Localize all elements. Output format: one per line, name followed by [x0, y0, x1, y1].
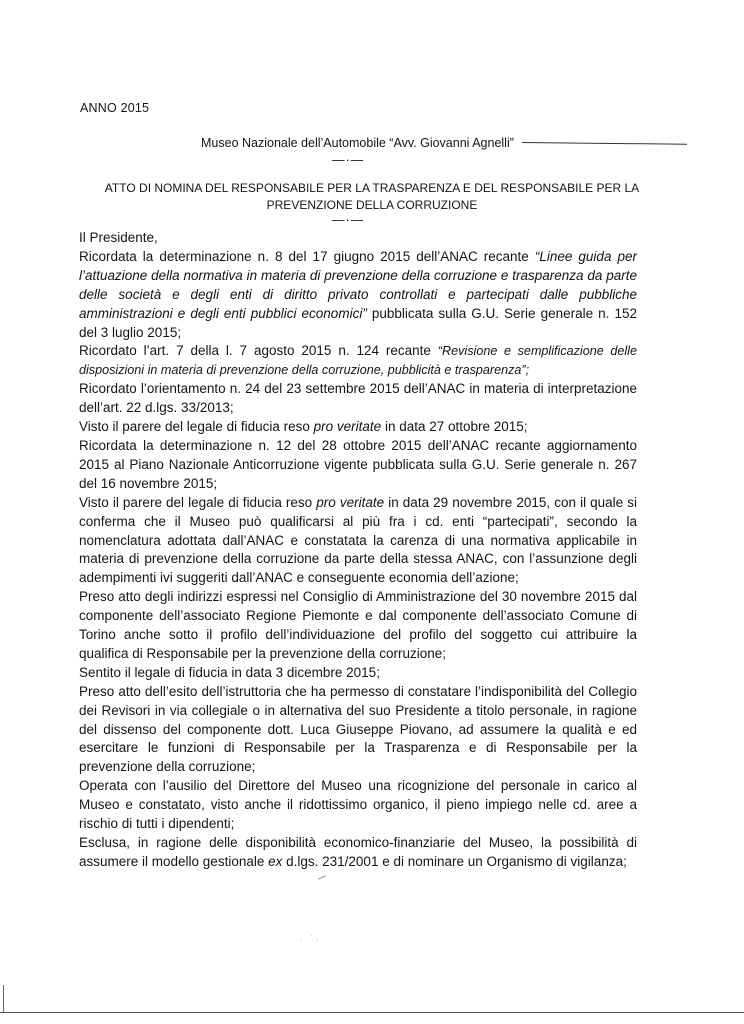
paragraph-ricognizione-personale: Operata con l’ausilio del Direttore del Museo una ricognizione del personale in carico al Museo e constatato, visto anche il ridottissimo organico, il pieno impiego nelle cd. aree a rischio di tutti i dipendenti;: [79, 778, 637, 832]
document-title: [100, 180, 644, 214]
paragraph-determinazione-8: [79, 248, 637, 343]
paragraph-istruttoria: Preso atto dell’esito dell’istruttoria che ha permesso di constatare l’indisponibilità del Collegio dei Revisori in via collegiale o in alternativa del suo Presidente a titolo personale, in ragione del dissenso del componente dott. Luca Giuseppe Piovano, ad assumere la qualità e ed esercitare le funzioni di Responsabile per la Trasparenza e di Responsabile per la prevenzione della corruzione;: [79, 683, 637, 775]
scan-edge: [3, 985, 4, 1013]
paragraph-text: Visto il parere del legale di fiducia reso: [79, 494, 317, 510]
paragraph-italic-text: pro veritate: [313, 419, 382, 435]
paragraph-text: Ricordata la determinazione n. 8 del 17 giugno 2015 dell’ANAC recante: [79, 248, 535, 264]
paragraph-legge-124: [79, 342, 637, 380]
document-body: [79, 229, 637, 872]
museum-name: Museo Nazionale dell’Automobile “Avv. Giovanni Agnelli”: [201, 136, 514, 150]
paragraph-italic-text: pro veritate: [316, 494, 385, 510]
paragraph-text: in data 29 novembre 2015, con il quale si conferma che il Museo può qualificarsi al più fra i cd. enti “partecipati”, secondo la nomenclatura adottata dall’ANAC e constatata la carenza di una normativa applicabile in materia di prevenzione della corruzione da parte della stessa ANAC, con l’assunzione degli adempimenti ivi suggeriti dall’ANAC e conseguente economia dell’azione;: [79, 494, 638, 586]
paragraph-italic-text: “Linee guida per l’attuazione della normativa in materia di prevenzione della corruzione e trasparenza da parte delle società e degli enti di diritto privato controllati e partecipati dalle pubbliche amministrazioni e degli enti pubblici economici”: [79, 248, 637, 321]
scan-speck: [318, 875, 326, 879]
separator-mark: —·—: [332, 153, 365, 167]
museum-underline: [522, 142, 687, 145]
paragraph-text: Esclusa, in ragione delle disponibilità economico-finanziarie del Museo, la possibilità di assumere il modello gestionale: [79, 835, 637, 869]
paragraph-determinazione-12: Ricordata la determinazione n. 12 del 28 ottobre 2015 dell’ANAC recante aggiornamento 2015 al Piano Nazionale Anticorruzione vigente pubblicata sulla G.U. Serie generale n. 267 del 16 novembre 2015;: [79, 437, 637, 491]
paragraph-text: pubblicata sulla G.U. Serie generale n. 152 del 3 luglio 2015;: [79, 305, 637, 340]
paragraph-orientamento-24: Ricordato l’orientamento n. 24 del 23 settembre 2015 dell’ANAC in materia di interpretazione dell’art. 22 d.lgs. 33/2013;: [79, 381, 637, 416]
paragraph-italic-text: “Revisione e semplificazione delle disposizioni in materia di prevenzione della corruzione, pubblicità e trasparenza”;: [79, 344, 637, 378]
paragraph-text: in data 27 ottobre 2015;: [381, 419, 528, 435]
paragraph-text: d.lgs. 231/2001 e di nominare un Organismo di vigilanza;: [282, 853, 627, 869]
paragraph-italic-text: ex: [268, 853, 283, 869]
paragraph-parere-29-novembre: [79, 494, 637, 589]
paragraph-parere-27-ottobre: [79, 418, 637, 437]
paragraph-legale-fiducia: Sentito il legale di fiducia in data 3 dicembre 2015;: [79, 664, 380, 680]
separator-mark: —·—: [332, 213, 365, 227]
paragraph-president: Il Presidente,: [79, 230, 158, 245]
document-title-line2: PREVENZIONE DELLA CORRUZIONE: [266, 198, 478, 212]
scan-speck: . ˙.: [300, 934, 322, 943]
paragraph-text: Ricordato l’art. 7 della l. 7 agosto 2015 n. 124 recante: [79, 343, 438, 359]
paragraph-text: Visto il parere del legale di fiducia reso: [79, 419, 314, 435]
document-year: ANNO 2015: [80, 101, 150, 115]
scan-edge: [0, 1012, 744, 1013]
paragraph-consiglio-amministrazione: Preso atto degli indirizzi espressi nel Consiglio di Amministrazione del 30 novembre 2015 dal componente dell’associato Regione Piemonte e dal componente dell’associato Comune di Torino anche sotto il profilo dell’individuazione del profilo del soggetto cui attribuire la qualifica di Responsabile per la prevenzione della corruzione;: [79, 589, 637, 661]
paragraph-modello-gestionale: [79, 834, 637, 872]
document-title-line1: ATTO DI NOMINA DEL RESPONSABILE PER LA TRASPARENZA E DEL RESPONSABILE PER LA: [104, 181, 640, 195]
